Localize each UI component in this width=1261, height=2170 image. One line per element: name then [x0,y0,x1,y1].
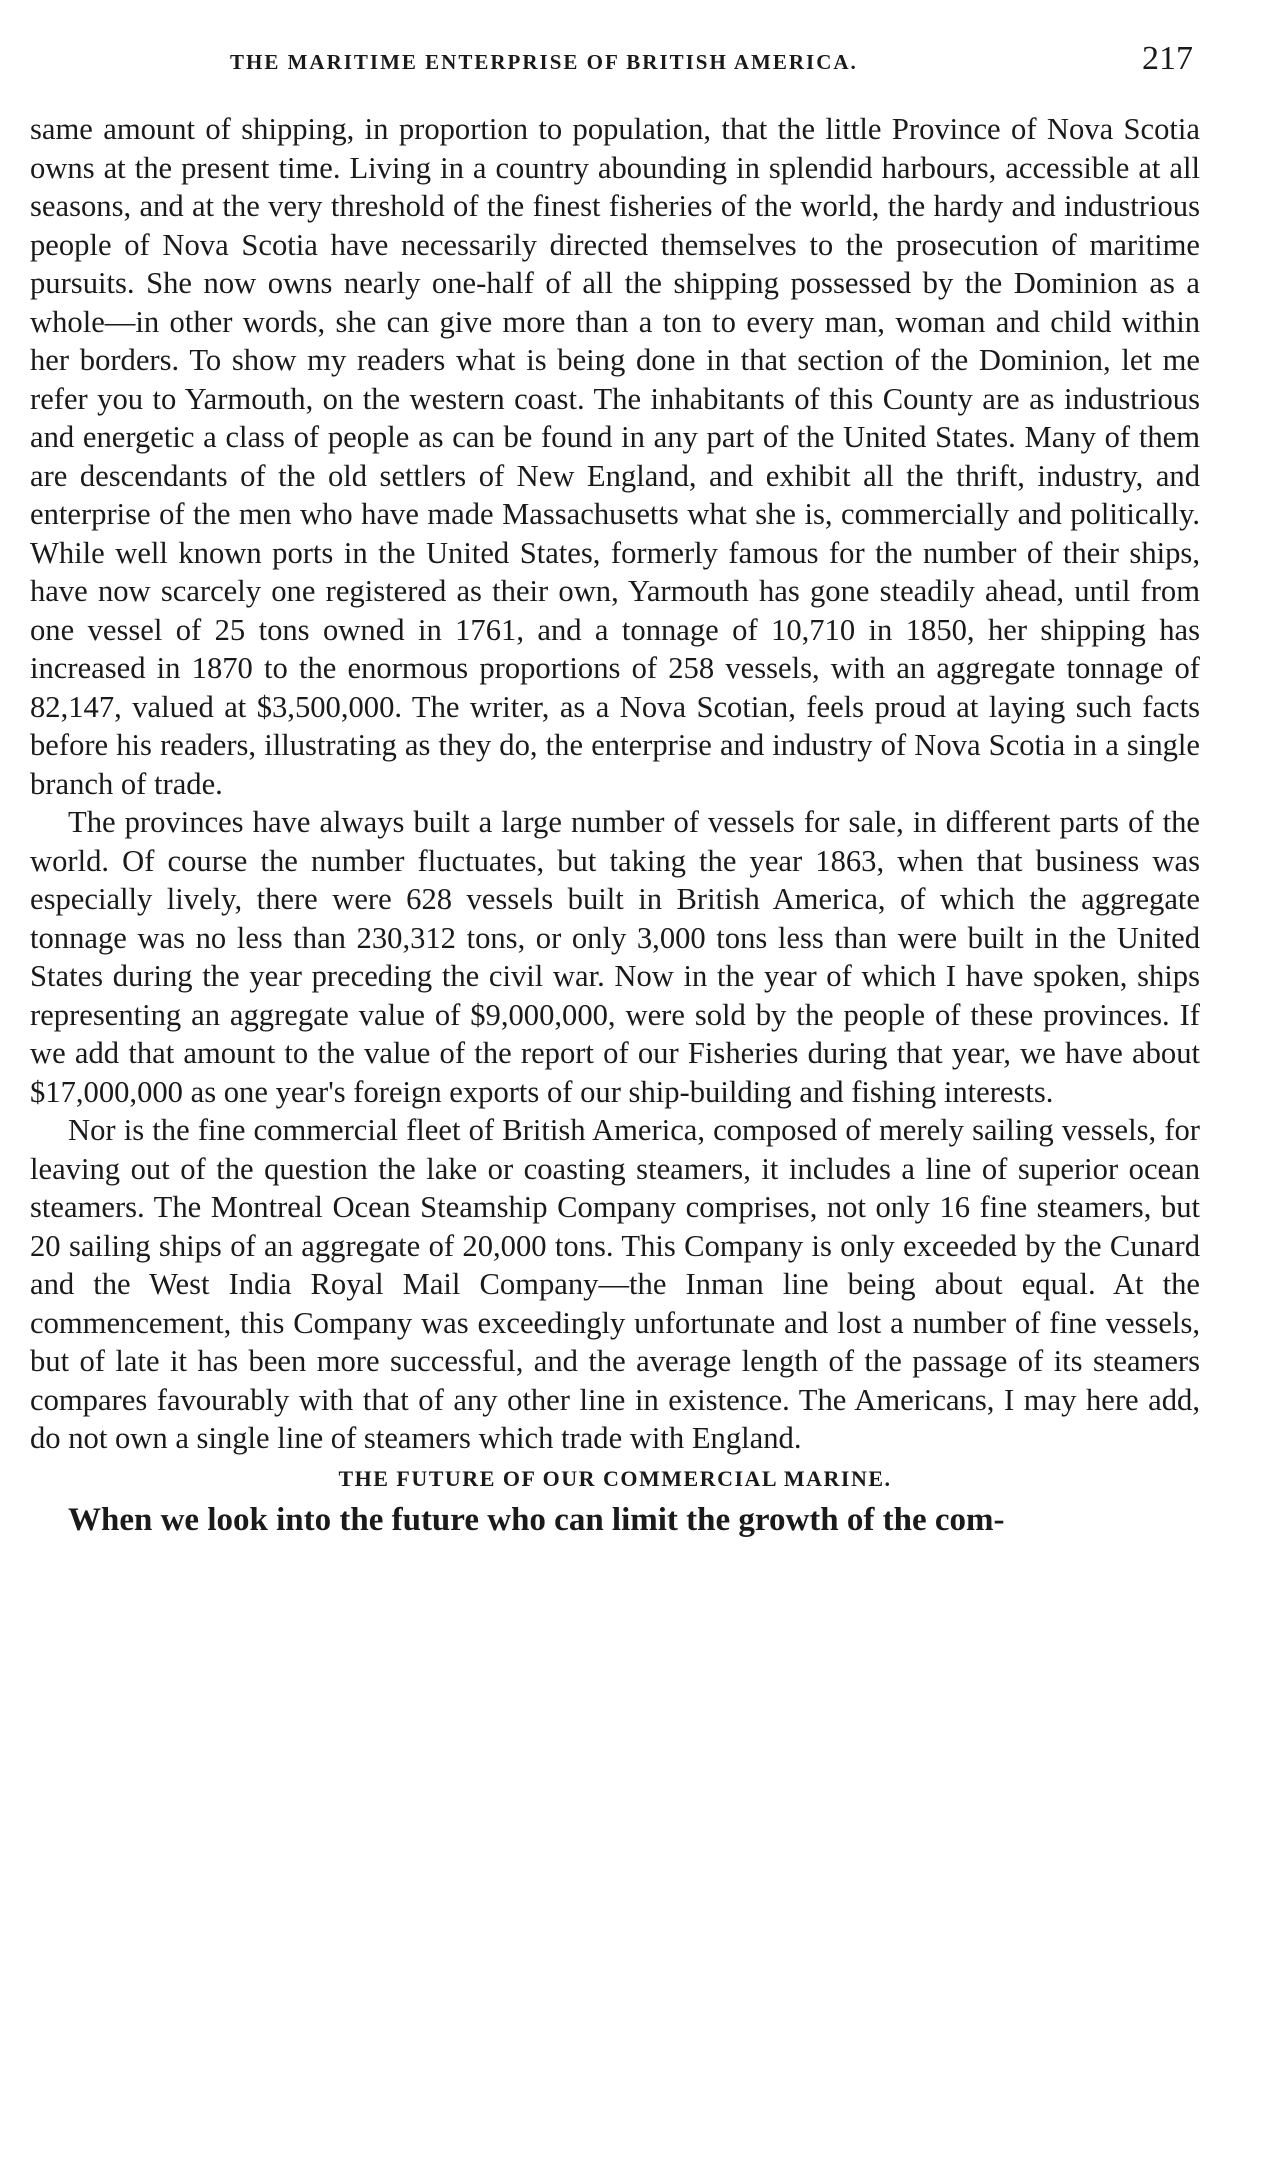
section-heading: THE FUTURE OF OUR COMMERCIAL MARINE. [338,1465,892,1491]
paragraph-vessels-for-sale: The provinces have always built a large number of vessels for sale, in different parts of the world. Of course the number fluctuates, but taking the year 1863, when that business was especially lively, there were 628 vessels built in British America, of which the aggregate tonnage was no less than 230,312 tons, or only 3,000 tons less than were built in the United States during the year preceding the civil war. Now in the year of which I have spoken, ships representing an aggregate value of $9,000,000, were sold by the people of these provinces. If we add that amount to the value of the report of our Fisheries during that year, we have about $17,000,000 as one year's foreign exports of our ship-building and fishing interests. [30,805,1200,1109]
paragraph-commercial-fleet: Nor is the fine commercial fleet of British America, composed of merely sailing vessels, for leaving out of the question the lake or coasting steamers, it includes a line of superior ocean steamers. The Montreal Ocean Steamship Company comprises, not only 16 fine steamers, but 20 sailing ships of an aggregate of 20,000 tons. This Company is only exceeded by the Cunard and the West India Royal Mail Company—the Inman line being about equal. At the commencement, this Company was exceedingly unfortunate and lost a number of fine vessels, but of late it has been more successful, and the average length of the passage of its steamers compares favourably with that of any other line in existence. The Americans, I may here add, do not own a single line of steamers which trade with England. [30,1113,1200,1455]
body-text [30,110,1200,1542]
paragraph-future-opening: When we look into the future who can limit the growth of the com- [68,1501,1005,1538]
running-title: THE MARITIME ENTERPRISE OF BRITISH AMERICA. [230,50,858,74]
paragraph-shipping-nova-scotia: same amount of shipping, in proportion to population, that the little Province of Nova Scotia owns at the present time. Living in a country abounding in splendid harbours, accessible at all seasons, and at the very threshold of the finest fisheries of the world, the hardy and industrious people of Nova Scotia have necessarily directed themselves to the prosecution of maritime pursuits. She now owns nearly one-half of all the shipping possessed by the Dominion as a whole—in other words, she can give more than a ton to every man, woman and child within her borders. To show my readers what is being done in that section of the Dominion, let me refer you to Yarmouth, on the western coast. The inhabitants of this County are as industrious and energetic a class of people as can be found in any part of the United States. Many of them are descendants of the old settlers of New England, and exhibit all the thrift, industry, and enterprise of the men who have made Massachusetts what she is, commercially and politically. While well known ports in the United States, formerly famous for the number of their ships, have now scarcely one registered as their own, Yarmouth has gone steadily ahead, until from one vessel of 25 tons owned in 1761, and a tonnage of 10,710 in 1850, her shipping has increased in 1870 to the enormous proportions of 258 vessels, with an aggregate tonnage of 82,147, valued at $3,500,000. The writer, as a Nova Scotian, feels proud at laying such facts before his readers, illustrating as they do, the enterprise and industry of Nova Scotia in a single branch of trade. [30,112,1200,801]
running-head [30,40,1231,84]
page-number: 217 [1142,40,1193,77]
